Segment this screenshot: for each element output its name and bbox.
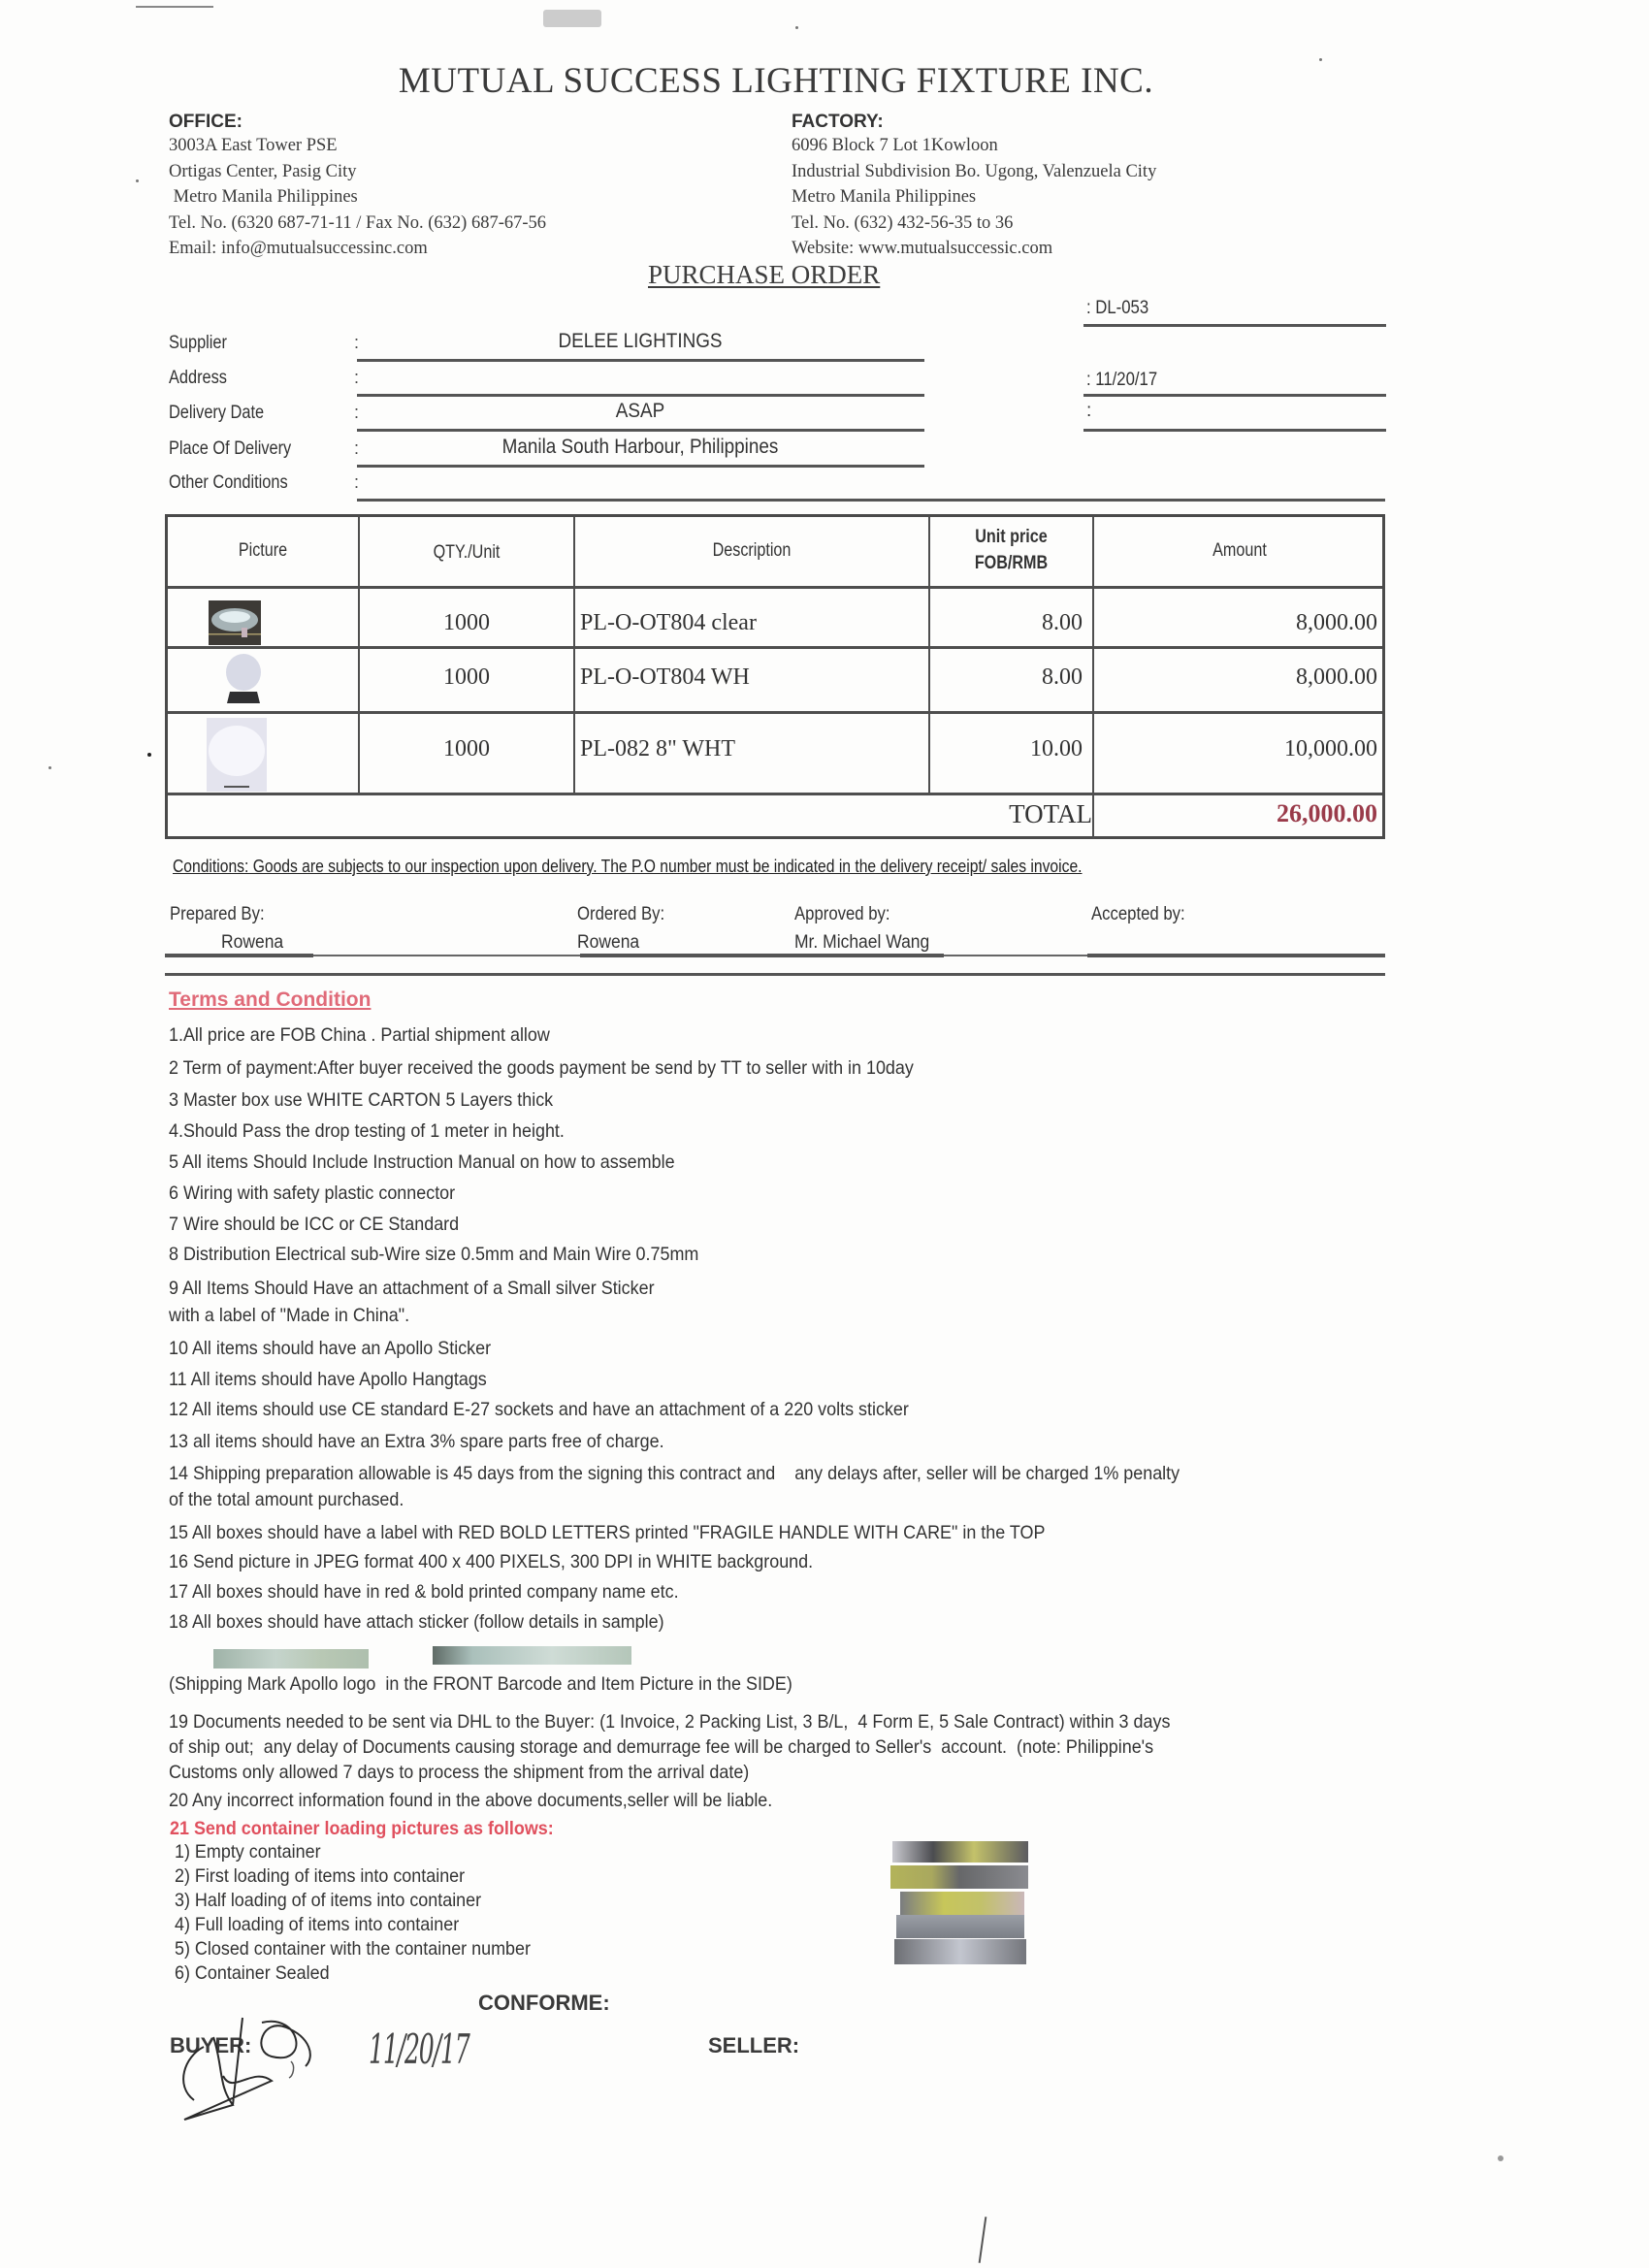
supplier-label: Supplier xyxy=(169,333,227,353)
office-phone: Tel. No. (6320 687-71-11 / Fax No. (632) 687-67-56 xyxy=(169,212,547,233)
seller-label: SELLER: xyxy=(708,2033,800,2057)
term-item: 11 All items should have Apollo Hangtags xyxy=(169,1369,487,1390)
scan-artifact xyxy=(795,26,798,29)
container-loading-photos xyxy=(890,1841,1030,1967)
term-item: 2 Term of payment:After buyer received the goods payment be send by TT to seller with in 10day xyxy=(169,1057,914,1079)
term-21-heading: 21 Send container loading pictures as follows: xyxy=(170,1818,554,1839)
header-unit-price: Unit price xyxy=(975,527,1048,547)
term-item: 5 All items Should Include Instruction Manual on how to assemble xyxy=(169,1151,675,1173)
qty-cell: 1000 xyxy=(443,610,490,635)
delivery-date-value: ASAP xyxy=(615,400,665,422)
unit-price-cell: 8.00 xyxy=(1042,610,1083,635)
loading-step: 1) Empty container xyxy=(175,1841,321,1863)
handwritten-date: 11/20/17 xyxy=(369,2025,469,2073)
factory-heading: FACTORY: xyxy=(792,112,884,132)
items-table xyxy=(165,514,1385,839)
place-of-delivery-label: Place Of Delivery xyxy=(169,438,292,459)
field-underline xyxy=(357,429,924,432)
qty-cell: 1000 xyxy=(443,664,490,690)
office-email: Email: info@mutualsuccessinc.com xyxy=(169,239,428,258)
field-underline xyxy=(357,465,924,468)
term-item: 19 Documents needed to be sent via DHL to the Buyer: (1 Invoice, 2 Packing List, 3 B/L, 4 Form E, 5 Sale Contract) within 3 days xyxy=(169,1711,1171,1733)
factory-phone: Tel. No. (632) 432-56-35 to 36 xyxy=(792,212,1014,233)
row-divider xyxy=(168,646,1382,649)
loading-step: 6) Container Sealed xyxy=(175,1962,330,1984)
field-underline xyxy=(357,359,924,362)
section-divider xyxy=(165,973,1385,976)
total-label: TOTAL xyxy=(1009,799,1092,828)
factory-address-block xyxy=(792,112,1156,262)
unit-price-cell: 8.00 xyxy=(1042,664,1083,690)
field-underline xyxy=(357,394,924,397)
approved-by-label: Approved by: xyxy=(794,904,890,924)
term-item: 16 Send picture in JPEG format 400 x 400 PIXELS, 300 DPI in WHITE background. xyxy=(169,1551,814,1572)
lamp-icon xyxy=(209,600,261,645)
shipping-mark-side-image xyxy=(433,1646,631,1665)
term-item-continued: of ship out; any delay of Documents causing storage and demurrage fee will be charged to Seller's account. (note: Philippine's xyxy=(169,1736,1154,1758)
globe-lamp-icon xyxy=(224,653,263,707)
supplier-value: DELEE LIGHTINGS xyxy=(558,330,723,352)
description-cell: PL-O-OT804 WH xyxy=(580,664,750,690)
scan-artifact xyxy=(136,179,139,182)
term-item: 14 Shipping preparation allowable is 45 days from the signing this contract and any delays after, seller will be charged 1% penalty xyxy=(169,1463,1180,1484)
loading-photo-3 xyxy=(900,1892,1024,1915)
header-description: Description xyxy=(712,540,792,561)
clear-ceiling-lamp-image xyxy=(209,600,261,645)
amount-cell: 8,000.00 xyxy=(1296,664,1377,690)
shipping-mark-front-image xyxy=(213,1649,369,1669)
po-number: : DL-053 xyxy=(1086,298,1149,318)
row-divider xyxy=(168,711,1382,714)
term-item-continued: with a label of "Made in China". xyxy=(169,1305,410,1326)
colon: : xyxy=(354,472,360,492)
field-underline xyxy=(1083,429,1386,432)
signature-line xyxy=(944,955,1087,956)
delivery-date-label: Delivery Date xyxy=(169,403,265,423)
approved-by-name: Mr. Michael Wang xyxy=(794,932,930,953)
term-item: 8 Distribution Electrical sub-Wire size 0.5mm and Main Wire 0.75mm xyxy=(169,1244,699,1265)
other-conditions-label: Other Conditions xyxy=(169,472,288,493)
term-item: 15 All boxes should have a label with RED BOLD LETTERS printed "FRAGILE HANDLE WITH CARE" in the TOP xyxy=(169,1522,1046,1543)
term-item: 18 All boxes should have attach sticker (follow details in sample) xyxy=(169,1611,664,1633)
term-item: 7 Wire should be ICC or CE Standard xyxy=(169,1214,460,1235)
white-oval-lamp-image xyxy=(207,718,267,792)
oval-lamp-icon xyxy=(207,718,267,792)
term-item: 12 All items should use CE standard E-27 sockets and have an attachment of a 220 volts sticker xyxy=(169,1399,909,1420)
po-date: : 11/20/17 xyxy=(1086,370,1158,390)
term-item: 17 All boxes should have in red & bold printed company name etc. xyxy=(169,1581,679,1603)
qty-cell: 1000 xyxy=(443,736,490,761)
office-heading: OFFICE: xyxy=(169,112,242,132)
loading-step: 4) Full loading of items into container xyxy=(175,1914,460,1935)
description-cell: PL-082 8" WHT xyxy=(580,736,736,761)
factory-line: Metro Manila Philippines xyxy=(792,187,977,207)
prepared-by-label: Prepared By: xyxy=(170,904,265,924)
row-divider xyxy=(168,793,1382,795)
column-divider xyxy=(573,517,575,794)
office-line: Metro Manila Philippines xyxy=(169,187,358,207)
scan-artifact xyxy=(147,753,151,757)
buyer-label: BUYER: xyxy=(170,2033,252,2057)
accepted-by-label: Accepted by: xyxy=(1091,904,1185,924)
loading-photo-5 xyxy=(894,1939,1026,1964)
colon: : xyxy=(354,403,360,422)
amount-cell: 8,000.00 xyxy=(1296,610,1377,635)
address-label: Address xyxy=(169,368,227,388)
scan-artifact xyxy=(543,10,601,27)
header-amount: Amount xyxy=(1212,540,1267,561)
factory-line: Industrial Subdivision Bo. Ugong, Valenzuela City xyxy=(792,161,1157,181)
total-amount: 26,000.00 xyxy=(1277,799,1377,827)
signature-line xyxy=(313,955,580,956)
white-globe-lamp-image xyxy=(224,653,263,707)
loading-step: 2) First loading of items into container xyxy=(175,1865,466,1887)
signature-line xyxy=(1087,954,1385,957)
field-underline xyxy=(1083,394,1386,397)
conditions-note: Conditions: Goods are subjects to our inspection upon delivery. The P.O number must be indicated in the delivery receipt/ sales invoice. xyxy=(173,857,1083,876)
loading-photo-2 xyxy=(890,1865,1028,1889)
unit-price-cell: 10.00 xyxy=(1030,736,1083,761)
factory-website: Website: www.mutualsuccessic.com xyxy=(792,239,1053,258)
scan-artifact xyxy=(136,6,213,8)
colon: : xyxy=(354,333,360,352)
term-item: 1.All price are FOB China . Partial shipment allow xyxy=(169,1024,550,1046)
ordered-by-name: Rowena xyxy=(577,932,640,953)
ordered-by-label: Ordered By: xyxy=(577,904,665,924)
term-item: 6 Wiring with safety plastic connector xyxy=(169,1183,456,1204)
loading-photo-1 xyxy=(892,1841,1028,1863)
term-item: 13 all items should have an Extra 3% spare parts free of charge. xyxy=(169,1431,664,1452)
term-item-continued: Customs only allowed 7 days to process the shipment from the arrival date) xyxy=(169,1762,750,1783)
term-item: 4.Should Pass the drop testing of 1 meter in height. xyxy=(169,1120,565,1142)
header-picture: Picture xyxy=(238,540,288,561)
loading-step: 5) Closed container with the container number xyxy=(175,1938,531,1960)
signature-line xyxy=(580,954,944,957)
blank-field: : xyxy=(1086,401,1092,421)
place-of-delivery-value: Manila South Harbour, Philippines xyxy=(501,436,779,458)
office-address-block xyxy=(169,112,546,262)
factory-line: 6096 Block 7 Lot 1Kowloon xyxy=(792,136,998,155)
term-item-continued: of the total amount purchased. xyxy=(169,1489,404,1510)
conforme-label: CONFORME: xyxy=(478,1991,610,2015)
scan-artifact xyxy=(979,2217,987,2263)
prepared-by-name: Rowena xyxy=(221,932,284,953)
colon: : xyxy=(354,368,360,387)
company-name: MUTUAL SUCCESS LIGHTING FIXTURE INC. xyxy=(398,61,1154,101)
loading-photo-4 xyxy=(896,1915,1024,1938)
signature-line xyxy=(165,954,313,957)
row-divider xyxy=(168,586,1382,589)
term-item: 9 All Items Should Have an attachment of a Small silver Sticker xyxy=(169,1278,655,1299)
term-item: 20 Any incorrect information found in the above documents,seller will be liable. xyxy=(169,1790,773,1811)
office-line: 3003A East Tower PSE xyxy=(169,136,338,155)
field-underline xyxy=(357,499,1385,502)
header-unit-price-currency: FOB/RMB xyxy=(974,553,1049,573)
loading-step: 3) Half loading of of items into container xyxy=(175,1890,482,1911)
term-item: 10 All items should have an Apollo Sticker xyxy=(169,1338,492,1359)
field-underline xyxy=(1083,324,1386,327)
description-cell: PL-O-OT804 clear xyxy=(580,610,757,635)
terms-heading: Terms and Condition xyxy=(169,988,372,1011)
office-line: Ortigas Center, Pasig City xyxy=(169,161,357,181)
scan-artifact xyxy=(1498,2155,1504,2161)
term-item: 3 Master box use WHITE CARTON 5 Layers thick xyxy=(169,1089,554,1111)
header-qty: QTY./Unit xyxy=(433,542,501,563)
document-title: PURCHASE ORDER xyxy=(648,260,881,289)
amount-cell: 10,000.00 xyxy=(1284,736,1377,761)
colon: : xyxy=(354,438,360,458)
scan-artifact xyxy=(48,766,51,769)
term-note: (Shipping Mark Apollo logo in the FRONT Barcode and Item Picture in the SIDE) xyxy=(169,1673,792,1695)
